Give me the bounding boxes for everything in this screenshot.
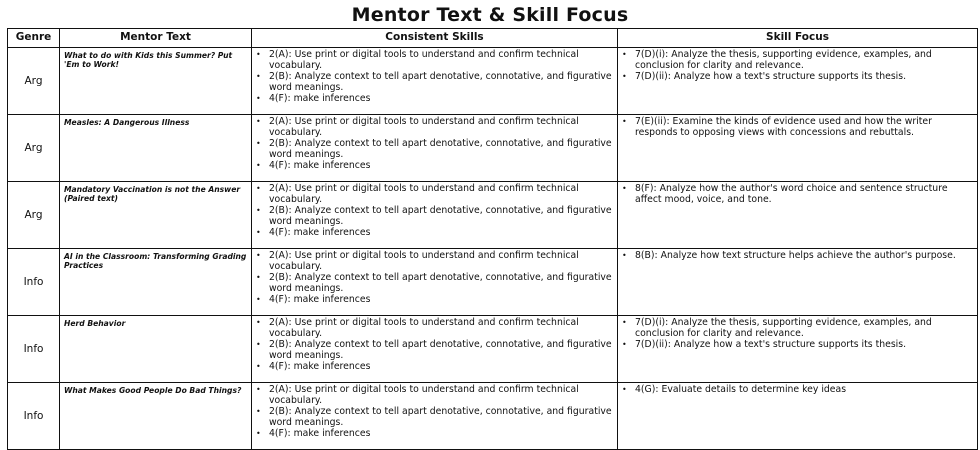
header-genre: Genre — [8, 29, 60, 48]
consistent-skills-list — [255, 184, 614, 239]
mentor-text-cell: What Makes Good People Do Bad Things? — [60, 383, 252, 450]
header-skill-focus: Skill Focus — [618, 29, 978, 48]
skill-focus-cell — [618, 48, 978, 115]
genre-cell: Info — [8, 383, 60, 450]
skill-item: • 4(F): make inferences — [255, 94, 614, 105]
consistent-skills-list — [255, 385, 614, 440]
skill-focus-list — [621, 117, 974, 139]
genre-cell: Info — [8, 249, 60, 316]
consistent-skills-cell — [252, 48, 618, 115]
skill-item: • 2(A): Use print or digital tools to understand and confirm technical vocabulary. — [255, 385, 614, 407]
table-row — [8, 249, 978, 316]
genre-cell: Arg — [8, 48, 60, 115]
skill-focus-list — [621, 50, 974, 83]
page-title: Mentor Text & Skill Focus — [351, 4, 629, 26]
skill-focus-cell — [618, 316, 978, 383]
skill-item: • 2(B): Analyze context to tell apart denotative, connotative, and figurative word meanings. — [255, 139, 614, 161]
table-header-row — [8, 29, 978, 48]
consistent-skills-cell — [252, 182, 618, 249]
header-consistent-skills: Consistent Skills — [252, 29, 618, 48]
skill-item: • 4(F): make inferences — [255, 228, 614, 239]
focus-item: • 7(D)(i): Analyze the thesis, supporting evidence, examples, and conclusion for clarity and relevance. — [621, 318, 974, 340]
table-row — [8, 316, 978, 383]
consistent-skills-list — [255, 50, 614, 105]
skill-item: • 4(F): make inferences — [255, 295, 614, 306]
skill-item: • 2(A): Use print or digital tools to understand and confirm technical vocabulary. — [255, 184, 614, 206]
skill-focus-cell — [618, 383, 978, 450]
table-row — [8, 115, 978, 182]
skill-item: • 2(B): Analyze context to tell apart denotative, connotative, and figurative word meanings. — [255, 273, 614, 295]
mentor-text-cell: Herd Behavior — [60, 316, 252, 383]
consistent-skills-list — [255, 318, 614, 373]
skill-item: • 4(F): make inferences — [255, 362, 614, 373]
skill-focus-cell — [618, 115, 978, 182]
skill-focus-list — [621, 184, 974, 206]
consistent-skills-cell — [252, 115, 618, 182]
focus-item: • 7(D)(i): Analyze the thesis, supporting evidence, examples, and conclusion for clarity and relevance. — [621, 50, 974, 72]
skill-item: • 2(B): Analyze context to tell apart denotative, connotative, and figurative word meanings. — [255, 206, 614, 228]
skill-item: • 2(A): Use print or digital tools to understand and confirm technical vocabulary. — [255, 117, 614, 139]
consistent-skills-list — [255, 251, 614, 306]
consistent-skills-cell — [252, 316, 618, 383]
mentor-text-cell: AI in the Classroom: Transforming Grading Practices — [60, 249, 252, 316]
skill-item: • 2(A): Use print or digital tools to understand and confirm technical vocabulary. — [255, 251, 614, 273]
genre-cell: Arg — [8, 115, 60, 182]
skill-focus-list — [621, 251, 974, 262]
consistent-skills-list — [255, 117, 614, 172]
genre-cell: Arg — [8, 182, 60, 249]
mentor-text-cell: What to do with Kids this Summer? Put 'Em to Work! — [60, 48, 252, 115]
skills-table — [7, 28, 978, 450]
skill-item: • 2(A): Use print or digital tools to understand and confirm technical vocabulary. — [255, 50, 614, 72]
focus-item: • 7(D)(ii): Analyze how a text's structure supports its thesis. — [621, 72, 974, 83]
skill-focus-list — [621, 385, 974, 396]
table-row — [8, 182, 978, 249]
skill-item: • 2(B): Analyze context to tell apart denotative, connotative, and figurative word meanings. — [255, 72, 614, 94]
consistent-skills-cell — [252, 249, 618, 316]
skill-item: • 4(F): make inferences — [255, 161, 614, 172]
skill-focus-list — [621, 318, 974, 351]
skill-focus-cell — [618, 182, 978, 249]
focus-item: • 8(B): Analyze how text structure helps achieve the author's purpose. — [621, 251, 974, 262]
header-mentor-text: Mentor Text — [60, 29, 252, 48]
skill-item: • 2(A): Use print or digital tools to understand and confirm technical vocabulary. — [255, 318, 614, 340]
table-row — [8, 48, 978, 115]
genre-cell: Info — [8, 316, 60, 383]
mentor-text-cell: Measles: A Dangerous Illness — [60, 115, 252, 182]
skill-item: • 2(B): Analyze context to tell apart denotative, connotative, and figurative word meanings. — [255, 340, 614, 362]
focus-item: • 4(G): Evaluate details to determine key ideas — [621, 385, 974, 396]
skill-item: • 2(B): Analyze context to tell apart denotative, connotative, and figurative word meanings. — [255, 407, 614, 429]
table-row — [8, 383, 978, 450]
focus-item: • 8(F): Analyze how the author's word choice and sentence structure affect mood, voice, and tone. — [621, 184, 974, 206]
mentor-text-cell: Mandatory Vaccination is not the Answer (Paired text) — [60, 182, 252, 249]
skill-item: • 4(F): make inferences — [255, 429, 614, 440]
consistent-skills-cell — [252, 383, 618, 450]
skill-focus-cell — [618, 249, 978, 316]
focus-item: • 7(E)(ii): Examine the kinds of evidence used and how the writer responds to opposing views with concessions and rebuttals. — [621, 117, 974, 139]
focus-item: • 7(D)(ii): Analyze how a text's structure supports its thesis. — [621, 340, 974, 351]
